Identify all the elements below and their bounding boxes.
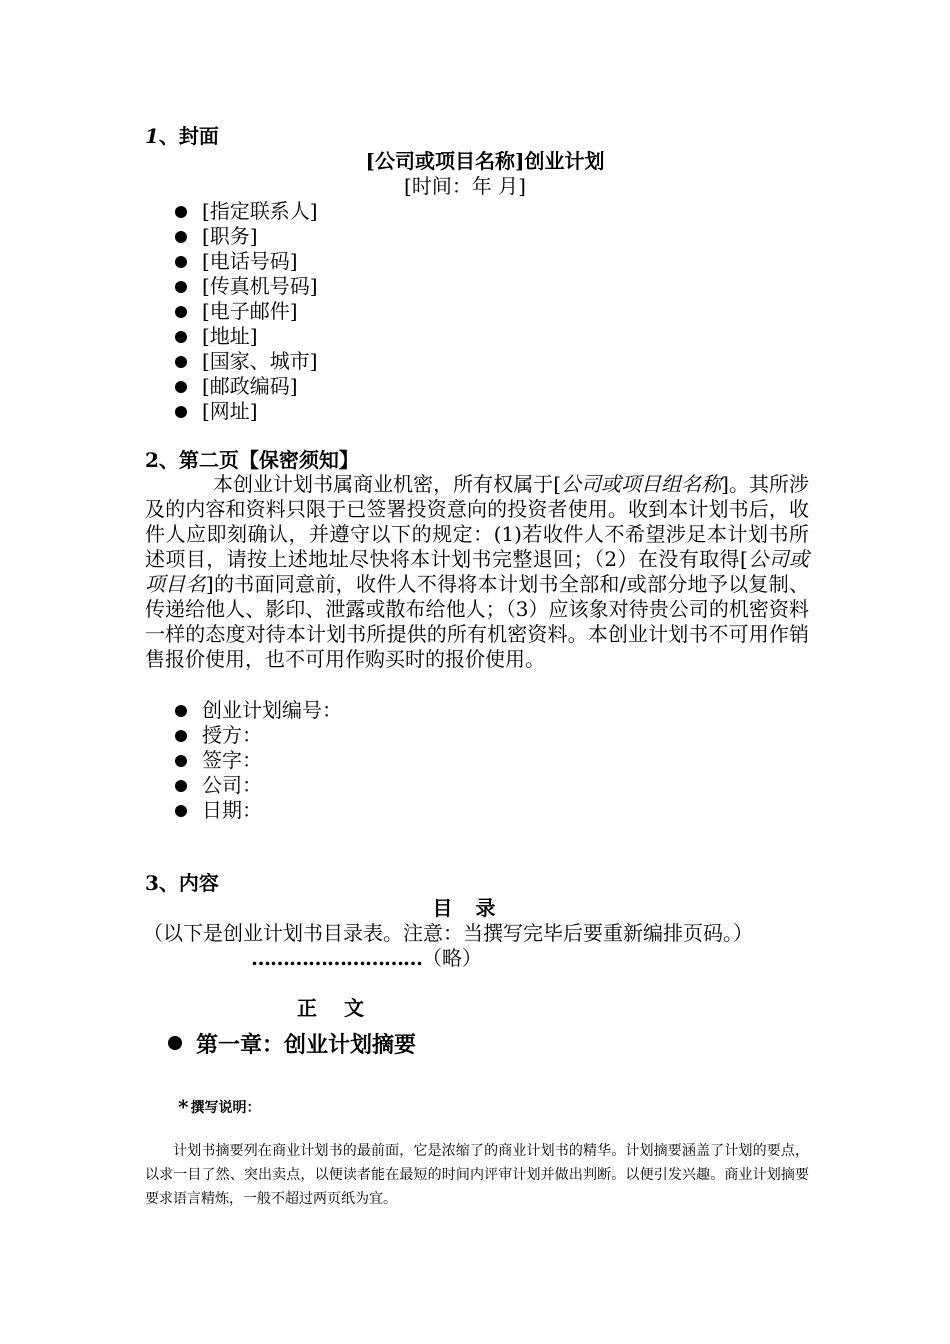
summary-paragraph	[145, 1139, 809, 1211]
cover-date: [时间：年 月]	[404, 174, 526, 198]
paragraph-text: 计划书摘要列在商业计划书的最前面，它是浓缩了的商业计划书的精华。计划摘要涵盖了计划的要点，以求一目了然、突出卖点，以便读者能在最短的时间内评审计划并做出判断。以便引发兴趣。商业计划摘要要求语言精炼，一般不超过两页纸为宜。	[145, 1143, 809, 1207]
list-item-text: 授方：	[202, 723, 262, 747]
cover-title: [公司或项目名称]创业计划	[365, 149, 605, 173]
contact-list	[175, 199, 318, 424]
section-number: 1	[145, 124, 159, 148]
section-cover-heading	[145, 124, 219, 149]
note-label-text: 撰写说明：	[190, 1100, 261, 1116]
list-item-text: 创业计划编号：	[202, 698, 342, 722]
list-item	[175, 299, 318, 324]
writing-note-label	[178, 1097, 260, 1118]
bullet-icon	[175, 780, 187, 792]
list-item-text: [国家、城市]	[202, 349, 318, 373]
confidentiality-paragraph	[145, 472, 809, 672]
body-title: 正 文	[297, 996, 374, 1020]
section-contents-heading: 3、内容	[145, 871, 219, 895]
list-item-text: [网址]	[202, 399, 258, 423]
bullet-icon	[175, 306, 187, 318]
toc-title: 目 录	[432, 896, 504, 920]
paragraph-text: ]。其所涉及的内容和资料只限于已签署投资意向的投资者使用。收到本计划书后，收件人应即刻确认，并遵守以下的规定：(1)若收件人不希望涉足本计划书所述项目，请按上述地址尽快将本计划书完整退回；（2）在没有取得[	[145, 472, 809, 571]
bullet-icon	[175, 281, 187, 293]
paragraph-text: 本创业计划书属商业机密，所有权属于[	[213, 472, 562, 496]
list-item-text: [电话号码]	[202, 249, 298, 273]
list-item-text: 签字：	[202, 748, 262, 772]
bullet-icon	[175, 331, 187, 343]
section-confidential-heading: 2、第二页【保密须知】	[145, 448, 359, 472]
list-item	[175, 723, 342, 748]
bullet-icon	[175, 805, 187, 817]
bullet-icon	[175, 381, 187, 393]
chapter-heading	[168, 1030, 416, 1060]
section-label: 、封面	[158, 124, 219, 148]
list-item	[175, 274, 318, 299]
list-item-text: [电子邮件]	[202, 299, 298, 323]
bullet-icon	[175, 356, 187, 368]
signature-list	[175, 698, 342, 823]
bullet-icon	[168, 1036, 182, 1050]
placeholder-project-name: 公司或项目名	[145, 547, 810, 596]
list-item	[175, 374, 318, 399]
list-item	[175, 324, 318, 349]
bullet-icon	[175, 256, 187, 268]
toc-note: （以下是创业计划书目录表。注意：当撰写完毕后要重新编排页码。）	[143, 921, 753, 945]
list-item-text: [职务]	[202, 224, 258, 248]
paragraph-text: ]的书面同意前，收件人不得将本计划书全部和/或部分地予以复制、传递给他人、影印、泄露或散布给他人；（3）应该象对待贵公司的机密资料一样的态度对待本计划书所提供的所有机密资料。本创业计划书不可用作销售报价使用，也不可用作购买时的报价使用。	[145, 572, 809, 671]
list-item	[175, 698, 342, 723]
list-item	[175, 224, 318, 249]
list-item-text: [指定联系人]	[202, 199, 318, 223]
list-item	[175, 773, 342, 798]
list-item	[175, 798, 342, 823]
asterisk-icon: *	[178, 1095, 189, 1119]
toc-omitted: （略）	[422, 946, 482, 970]
toc-placeholder	[251, 946, 482, 971]
list-item-text: 公司：	[202, 773, 262, 797]
bullet-icon	[175, 406, 187, 418]
list-item-text: [邮政编码]	[202, 374, 298, 398]
list-item	[175, 399, 318, 424]
bullet-icon	[175, 755, 187, 767]
list-item-text: 日期：	[202, 798, 262, 822]
list-item	[175, 748, 342, 773]
bullet-icon	[175, 705, 187, 717]
list-item	[175, 199, 318, 224]
chapter-title: 第一章：创业计划摘要	[196, 1032, 417, 1058]
list-item-text: [传真机号码]	[202, 274, 318, 298]
bullet-icon	[175, 231, 187, 243]
placeholder-company-name: 公司或项目组名称	[561, 472, 722, 496]
list-item	[175, 249, 318, 274]
bullet-icon	[175, 730, 187, 742]
list-item-text: [地址]	[202, 324, 258, 348]
toc-leader-dots: ………………………	[251, 946, 422, 970]
list-item	[175, 349, 318, 374]
bullet-icon	[175, 206, 187, 218]
